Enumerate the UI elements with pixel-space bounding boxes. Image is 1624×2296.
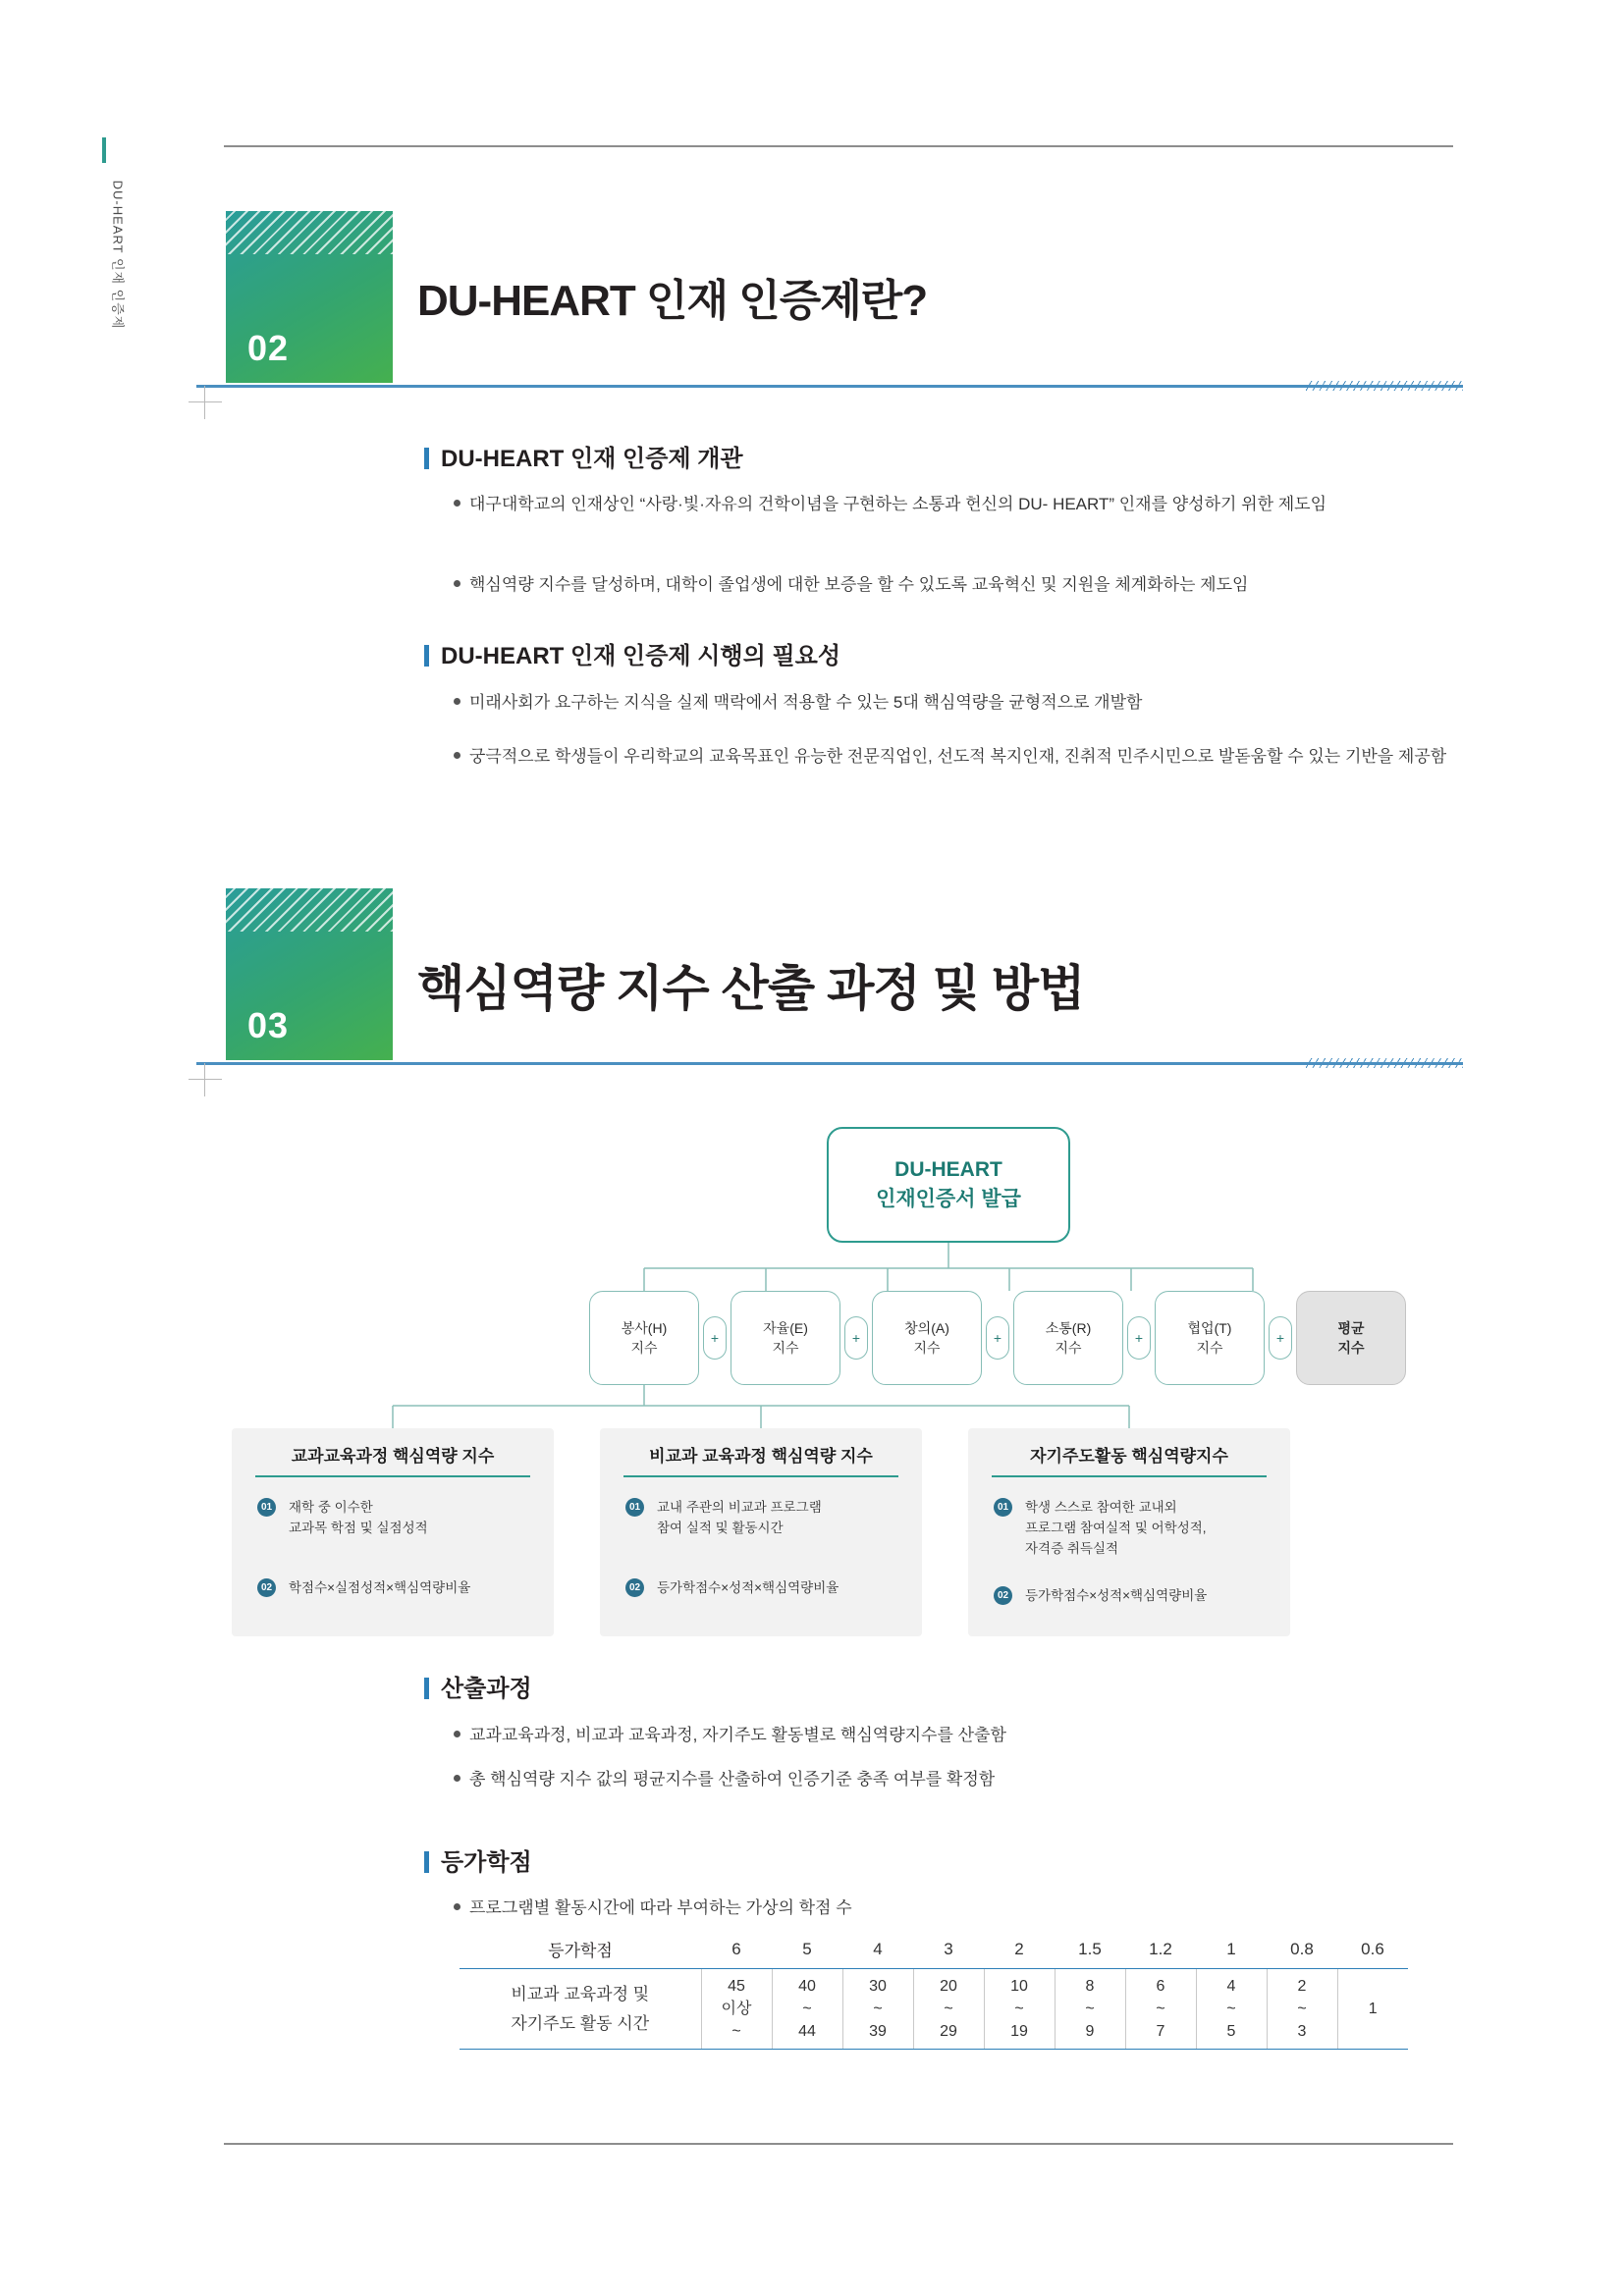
subsection-title-process [424,1669,532,1703]
table-header-6: 6 [701,1930,772,1969]
panel-extracurricular-item-1 [627,1497,908,1538]
table-cell-5 [772,1969,842,2050]
table-cell-4 [842,1969,913,2050]
crosshair-mark-03 [189,1063,222,1096]
panel-extracurricular [600,1428,922,1636]
index-cell-average-line2: 지수 [1337,1340,1365,1356]
section-number-02: 02 [247,328,290,368]
panel-extracurricular-item-1-line1: 교내 주관의 비교과 프로그램 [657,1500,822,1515]
side-tab [94,137,124,432]
table-header-1-2: 1.2 [1125,1930,1196,1969]
table-cell-1-2-l1: 6 [1156,1978,1165,1995]
index-cell-a [872,1291,982,1385]
page-top-rule [224,145,1453,147]
necessity-bullet-2-text: 궁극적으로 학생들이 우리학교의 교육목표인 유능한 전문직업인, 선도적 복지인재, 진취적 민주시민으로 발돋움할 수 있는 기반을 제공함 [469,747,1447,766]
panel-self-directed-item-1-line2: 프로그램 참여실적 및 어학성적, [1025,1521,1207,1535]
panel-curricular-item-2-line1: 학점수×실점성적×핵심역량비율 [289,1580,471,1595]
subsection-title-overview [424,439,743,473]
table-cell-2-l2: ~ [1014,2001,1024,2017]
overview-bullet-2 [469,569,1461,601]
diagram-top-node [827,1127,1070,1243]
side-tab-label: DU-HEART 인재 인증제 [110,180,126,330]
panel-item-number-badge: 02 [625,1578,644,1597]
table-header-1-5: 1.5 [1055,1930,1125,1969]
table-cell-6 [701,1969,772,2050]
panel-curricular-item-1-line1: 재학 중 이수한 [289,1500,373,1515]
index-cell-h-line2: 지수 [630,1340,658,1356]
index-cell-t-line2: 지수 [1196,1340,1223,1356]
section-number-badge-02 [226,211,393,383]
section-number-03: 03 [247,1005,290,1045]
panel-extracurricular-item-1-line2: 참여 실적 및 활동시간 [657,1521,784,1535]
bullet-dot-icon [454,500,460,507]
bullet-dot-icon [454,580,460,587]
tick-marker-icon [424,1851,429,1873]
table-cell-1-2-l3: 7 [1156,2023,1165,2040]
table-cell-3-l3: 29 [940,2023,957,2040]
table-cell-2 [984,1969,1055,2050]
diagram-top-node-line1: DU-HEART [894,1158,1002,1181]
table-cell-1-l3: 5 [1226,2023,1236,2040]
panel-title-divider [623,1475,898,1477]
hatch-accent-icon [1306,381,1463,391]
panel-self-directed-title: 자기주도활동 핵심역량지수 [1030,1447,1228,1466]
panel-self-directed-item-2 [996,1585,1276,1606]
subsection-title-necessity-text: DU-HEART 인재 인증제 시행의 필요성 [441,643,841,669]
subsection-title-overview-text: DU-HEART 인재 인증제 개관 [441,446,743,472]
index-cell-r-line1: 소통(R) [1045,1320,1092,1336]
credits-bullet-1-text: 프로그램별 활동시간에 따라 부여하는 가상의 학점 수 [469,1898,852,1917]
process-bullet-1-text: 교과교육과정, 비교과 교육과정, 자기주도 활동별로 핵심역량지수를 산출함 [469,1726,1006,1744]
overview-bullet-1 [469,489,1461,520]
subsection-title-credits [424,1842,532,1877]
process-bullet-1 [469,1720,1461,1751]
table-header-0-8: 0.8 [1267,1930,1337,1969]
plus-icon-1: + [703,1316,727,1360]
table-cell-0-8 [1267,1969,1337,2050]
table-cell-0-8-l3: 3 [1297,2023,1307,2040]
panel-title-divider [992,1475,1267,1477]
table-cell-1-5-l3: 9 [1085,2023,1095,2040]
index-cell-a-line1: 창의(A) [904,1320,949,1336]
tick-marker-icon [424,448,429,469]
index-row [589,1291,1365,1385]
table-row-label-line1: 비교과 교육과정 및 [511,1984,650,2003]
panel-title-divider [255,1475,530,1477]
tick-marker-icon [424,1678,429,1699]
table-header-3: 3 [913,1930,984,1969]
bullet-dot-icon [454,1903,460,1910]
section-underline-03 [196,1062,1463,1065]
process-bullet-2-text: 총 핵심역량 지수 값의 평균지수를 산출하여 인증기준 충족 여부를 확정함 [469,1770,996,1789]
table-cell-3-l2: ~ [944,2001,953,2017]
plus-icon-5: + [1269,1316,1292,1360]
table-header-1: 1 [1196,1930,1267,1969]
table-cell-2-l1: 10 [1010,1978,1028,1995]
index-cell-h [589,1291,699,1385]
plus-icon-2: + [844,1316,868,1360]
section-header-02 [196,211,1453,388]
index-cell-h-line1: 봉사(H) [621,1320,668,1336]
table-row-label-line2: 자기주도 활동 시간 [511,2013,650,2033]
panel-self-directed-item-2-line1: 등가학점수×성적×핵심역량비율 [1025,1588,1208,1603]
table-row-label [460,1969,701,2050]
section-number-badge-03 [226,888,393,1060]
hatch-pattern-icon [226,888,393,932]
table-cell-3 [913,1969,984,2050]
necessity-bullet-1-text: 미래사회가 요구하는 지식을 실제 맥락에서 적용할 수 있는 5대 핵심역량을 균형적으로 개발함 [469,693,1143,712]
table-header-row [460,1930,1408,1969]
table-cell-5-l3: 44 [798,2023,816,2040]
panel-extracurricular-item-2-line1: 등가학점수×성적×핵심역량비율 [657,1580,839,1595]
table-cell-4-l1: 30 [869,1978,887,1995]
index-cell-average-line1: 평균 [1337,1320,1365,1336]
subsection-title-credits-text: 등가학점 [441,1849,532,1876]
panel-curricular-item-1-line2: 교과목 학점 및 실점성적 [289,1521,428,1535]
overview-bullet-1-text: 대구대학교의 인재상인 “사랑·빛·자유의 건학이념을 구현하는 소통과 헌신의 DU- HEART” 인재를 양성하기 위한 제도임 [469,495,1326,513]
index-cell-e [731,1291,840,1385]
table-cell-1-2 [1125,1969,1196,2050]
panel-curricular-item-1 [259,1497,540,1538]
panel-extracurricular-title: 비교과 교육과정 핵심역량 지수 [649,1447,873,1466]
necessity-bullet-1 [469,687,1461,719]
table-cell-4-l3: 39 [869,2023,887,2040]
table-cell-0-6 [1337,1969,1408,2050]
table-cell-5-l2: ~ [802,2001,812,2017]
index-cell-average [1296,1291,1406,1385]
page-bottom-rule [224,2143,1453,2145]
table-cell-1-5-l2: ~ [1085,2001,1095,2017]
equivalent-credit-table [460,1930,1408,2050]
section-header-03 [196,888,1453,1065]
credits-bullet-1 [469,1893,1461,1924]
side-tab-accent-bar [102,137,106,163]
bullet-dot-icon [454,1775,460,1782]
table-cell-6-l2: 이상 [721,2001,752,2017]
diagram-top-node-line2: 인재인증서 발급 [876,1188,1021,1210]
table-cell-1-5-l1: 8 [1085,1978,1095,1995]
table-cell-1-2-l2: ~ [1156,2001,1165,2017]
table-cell-6-l1: 45 [728,1978,745,1995]
index-cell-t-line1: 협업(T) [1187,1320,1232,1336]
bullet-dot-icon [454,752,460,759]
table-cell-0-8-l2: ~ [1297,2001,1307,2017]
table-cell-4-l2: ~ [873,2001,883,2017]
panel-self-directed-item-1 [996,1497,1276,1559]
section-title-03: 핵심역량 지수 산출 과정 및 방법 [417,961,1085,1016]
table-cell-0-6-l1: 1 [1368,2001,1378,2017]
panel-curricular-item-2 [259,1577,540,1598]
panel-curricular-title: 교과교육과정 핵심역량 지수 [291,1447,495,1466]
table-header-0-6: 0.6 [1337,1930,1408,1969]
index-cell-t [1155,1291,1265,1385]
table-cell-0-8-l1: 2 [1297,1978,1307,1995]
index-cell-e-line2: 지수 [772,1340,799,1356]
index-cell-a-line2: 지수 [913,1340,941,1356]
table-header-label: 등가학점 [460,1930,701,1969]
bullet-dot-icon [454,1731,460,1737]
table-cell-3-l1: 20 [940,1978,957,1995]
crosshair-mark-02 [189,386,222,419]
table-cell-6-l3: ~ [731,2023,741,2040]
table-row [460,1969,1408,2050]
panel-self-directed-item-1-line1: 학생 스스로 참여한 교내외 [1025,1500,1177,1515]
index-cell-e-line1: 자율(E) [763,1320,808,1336]
panel-item-number-badge: 01 [257,1498,276,1517]
panel-curricular [232,1428,554,1636]
panel-item-number-badge: 02 [994,1586,1012,1605]
table-cell-1 [1196,1969,1267,2050]
panel-self-directed [968,1428,1290,1636]
panel-self-directed-item-1-line3: 자격증 취득실적 [1025,1541,1119,1556]
overview-bullet-2-text: 핵심역량 지수를 달성하며, 대학이 졸업생에 대한 보증을 할 수 있도록 교육혁신 및 지원을 체계화하는 제도임 [469,575,1249,594]
plus-icon-3: + [986,1316,1009,1360]
plus-icon-4: + [1127,1316,1151,1360]
table-header-2: 2 [984,1930,1055,1969]
table-cell-1-l1: 4 [1226,1978,1236,1995]
index-cell-r-line2: 지수 [1055,1340,1082,1356]
panel-extracurricular-item-2 [627,1577,908,1598]
hatch-pattern-icon [226,211,393,254]
panel-item-number-badge: 02 [257,1578,276,1597]
section-title-02: DU-HEART 인재 인증제란? [417,277,928,325]
subsection-title-process-text: 산출과정 [441,1676,532,1702]
process-bullet-2 [469,1764,1461,1795]
table-header-4: 4 [842,1930,913,1969]
table-cell-1-5 [1055,1969,1125,2050]
table-header-5: 5 [772,1930,842,1969]
necessity-bullet-2 [469,741,1461,773]
table-cell-1-l2: ~ [1226,2001,1236,2017]
section-underline-02 [196,385,1463,388]
subsection-title-necessity [424,636,840,670]
table-cell-2-l3: 19 [1010,2023,1028,2040]
table-cell-5-l1: 40 [798,1978,816,1995]
panel-item-number-badge: 01 [994,1498,1012,1517]
index-cell-r [1013,1291,1123,1385]
panel-item-number-badge: 01 [625,1498,644,1517]
tick-marker-icon [424,645,429,667]
bullet-dot-icon [454,698,460,705]
hatch-accent-icon [1306,1058,1463,1068]
